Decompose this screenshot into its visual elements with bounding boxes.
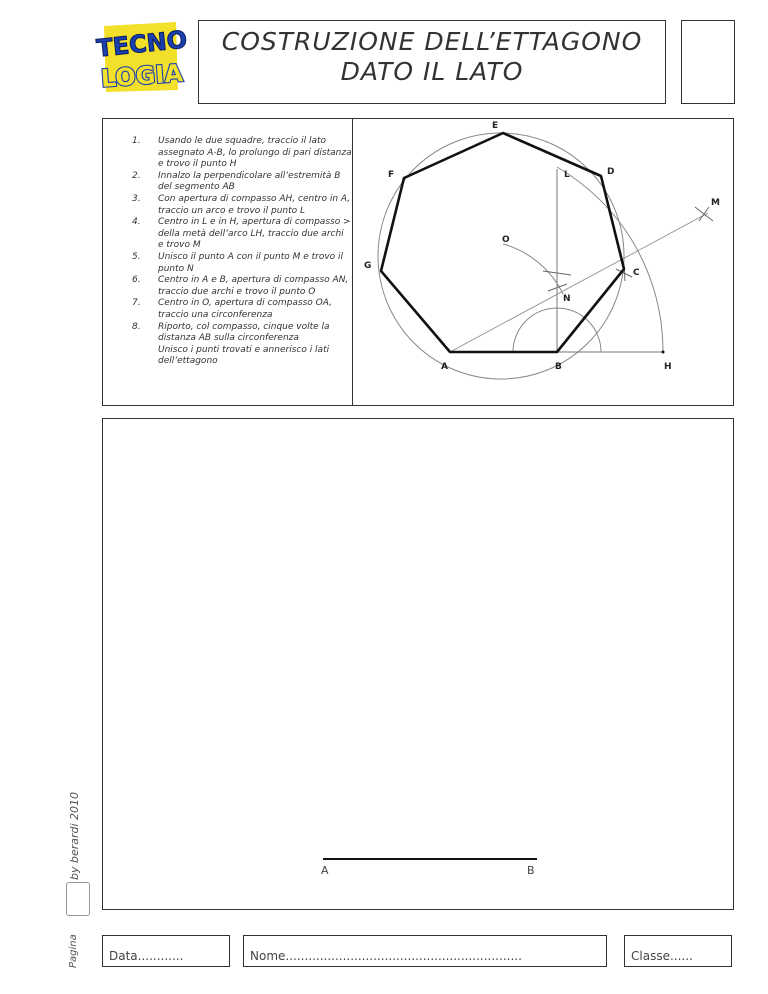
step-item <box>132 298 352 321</box>
label-d: D <box>607 167 615 177</box>
steps-list <box>132 136 352 368</box>
step-item <box>132 275 352 298</box>
tecnologia-logo <box>95 20 189 94</box>
step-closing-text: Unisco i punti trovati e annerisco i lati dell’ettagono <box>158 344 330 367</box>
page-label: Pagina <box>68 934 79 968</box>
step-text: Usando le due squadre, traccio il lato assegnato A-B, lo prolungo di pari distanza e trovo il punto H <box>158 136 352 170</box>
step-text: Innalzo la perpendicolare all’estremità B del segmento AB <box>158 170 341 193</box>
segment-label-a: A <box>321 864 329 877</box>
step-text: Centro in O, apertura di compasso OA, traccio una circonferenza <box>158 298 332 320</box>
point-h-dot <box>662 351 665 354</box>
step-number: 6. <box>132 275 141 286</box>
arc-o <box>503 244 563 294</box>
step-item <box>132 252 352 275</box>
step-item <box>132 194 352 217</box>
step-text: Con apertura di compasso AH, centro in A, traccio un arco e trovo il punto L <box>158 193 351 216</box>
heptagon-construction-diagram <box>353 119 733 405</box>
arc-hl <box>557 167 663 352</box>
page-subtitle: DATO IL LATO <box>340 57 524 86</box>
date-field[interactable] <box>102 935 230 967</box>
given-segment-ab <box>323 858 537 860</box>
step-text: Unisco il punto A con il punto M e trovo il punto N <box>158 251 344 274</box>
name-field[interactable] <box>243 935 607 967</box>
class-field[interactable] <box>624 935 732 967</box>
step-number: 2. <box>132 170 141 181</box>
label-o: O <box>502 235 510 245</box>
label-l: L <box>564 170 570 180</box>
step-text: Riporto, col compasso, cinque volte la distanza AB sulla circonferenza <box>158 321 330 344</box>
label-m: M <box>711 198 720 208</box>
title-box <box>198 20 666 104</box>
tick-marks <box>543 207 713 291</box>
line-a-m <box>450 213 708 352</box>
label-e: E <box>492 121 499 131</box>
step-item <box>132 171 352 194</box>
label-n: N <box>563 294 571 304</box>
label-g: G <box>364 261 372 271</box>
name-label: Nome.............................................................. <box>250 949 522 963</box>
label-h: H <box>664 362 672 372</box>
step-item <box>132 217 352 252</box>
date-label: Data............ <box>109 949 184 963</box>
step-number: 8. <box>132 321 141 332</box>
step-text: Centro in A e B, apertura di compasso AN, traccio due archi e trovo il punto O <box>158 275 349 297</box>
author-credit: by berardi 2010 <box>68 791 81 880</box>
label-b: B <box>555 362 562 372</box>
logo-text-top: TECNO <box>95 25 189 63</box>
step-item <box>132 136 352 171</box>
step-number: 4. <box>132 217 141 228</box>
step-text: Centro in L e in H, apertura di compasso > della metà dell’arco LH, traccio due archi e trovo M <box>158 217 351 251</box>
logo-text-bottom: LOGIA <box>99 59 184 93</box>
step-number: 3. <box>132 193 141 204</box>
step-item <box>132 322 352 345</box>
step-number: 7. <box>132 298 141 309</box>
label-c: C <box>633 268 640 278</box>
label-f: F <box>388 170 395 180</box>
class-label: Classe...... <box>631 949 693 963</box>
segment-label-b: B <box>527 864 535 877</box>
drawing-area[interactable] <box>102 418 734 910</box>
step-number: 1. <box>132 136 141 146</box>
corner-box <box>681 20 735 104</box>
label-a: A <box>441 362 448 372</box>
step-number: 5. <box>132 251 141 262</box>
page-number-box[interactable] <box>66 882 90 916</box>
page-title: COSTRUZIONE DELL’ETTAGONO <box>221 27 643 56</box>
